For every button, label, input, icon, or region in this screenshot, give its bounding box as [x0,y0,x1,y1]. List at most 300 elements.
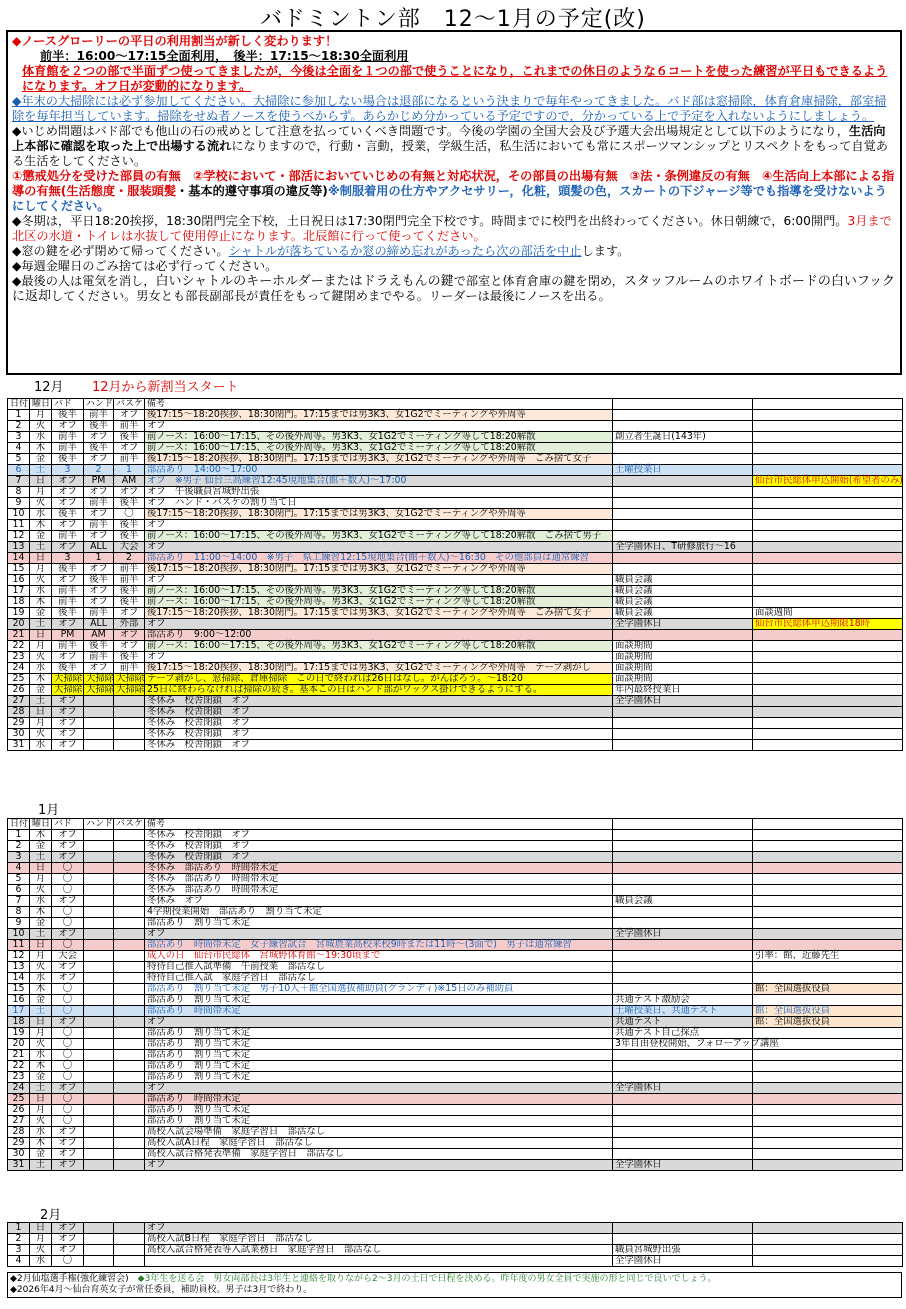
column-header: 曜日 [30,399,52,410]
table-row [8,421,903,432]
table-cell: オフ [52,740,84,751]
table-cell: 21 [8,1050,30,1061]
table-cell: オフ [52,421,84,432]
table-cell: 18 [8,1017,30,1028]
column-header: バスケ [114,819,145,830]
table-cell [114,707,145,718]
table-cell [84,740,114,751]
notice-cleaning: ◆年末の大掃除には必ず参加してください。大掃除に参加しない場合は退部になるという決まりで毎年やってきました。バド部は窓掃除，体育倉庫掃除，部室掃除を毎年担当しています。掃除をせぬ者ノースを使うべからず。あらかじめ分かっている予定ですので，分かっている上で予定を入れないようにしましょう。 [12,94,887,123]
table-row [8,509,903,520]
table-cell: 部活あり 割り当て未定 [145,995,613,1006]
table-row [8,465,903,476]
table-cell: 月 [30,874,52,885]
table-cell: 木 [30,830,52,841]
table-cell: 冬休み 校舎閉鎖 オフ [145,718,613,729]
table-cell: 月 [30,1028,52,1039]
column-header: ハンド [84,819,114,830]
table-cell: 共通テスト [613,1017,753,1028]
table-cell [753,443,903,454]
table-cell: 部活あり 割り当て未定 [145,1050,613,1061]
table-cell: オフ [145,542,613,553]
table-cell [613,707,753,718]
table-cell [613,863,753,874]
table-cell: 23 [8,1072,30,1083]
table-cell: ALL [84,619,114,630]
table-row [8,863,903,874]
table-cell: 大掃除 [84,674,114,685]
table-row [8,1105,903,1116]
table-cell [613,1138,753,1149]
table-cell: 前半 [114,575,145,586]
table-cell: 7 [8,476,30,487]
table-cell [114,1256,145,1267]
table-row [8,454,903,465]
table-row [8,852,903,863]
table-cell: 高校入試合格発表準備 家庭学習日 部活なし [145,1149,613,1160]
table-cell: オフ [52,696,84,707]
table-cell: オフ [84,531,114,542]
table-cell: 土 [30,696,52,707]
table-cell: オフ [52,1234,84,1245]
january-table [7,818,903,1171]
table-cell: オフ [145,929,613,940]
table-cell: 前半 [84,498,114,509]
table-cell: 特待自己推入試準備 午前授業 部活なし [145,962,613,973]
table-cell [114,1116,145,1127]
table-cell: オフ [145,1223,613,1234]
table-cell: オフ [52,962,84,973]
table-cell: 後半 [114,498,145,509]
notice-headline: ◆ノースグローリーの平日の利用割当が新しく変わります！ [12,34,338,48]
footer-line-2: ◆2026年4月～仙台育英女子が常任委員，補助員校。男子は3月で終わり。 [10,1285,313,1295]
table-cell [753,410,903,421]
table-row [8,1028,903,1039]
table-cell [753,575,903,586]
table-cell: 職員宮城野出張 [613,1245,753,1256]
table-cell: 3 [8,1245,30,1256]
table-cell: 面談期間 [613,674,753,685]
table-row [8,1245,903,1256]
table-cell [613,410,753,421]
table-cell: オフ ハンド・バスケの割り当て日 [145,498,613,509]
table-cell: 水 [30,663,52,674]
table-cell [114,973,145,984]
table-row [8,1138,903,1149]
table-row [8,498,903,509]
table-cell: 職員会議 [613,586,753,597]
table-cell: 日 [30,940,52,951]
table-cell: オフ [52,498,84,509]
table-cell: 4 [8,443,30,454]
table-cell: 16 [8,995,30,1006]
notice-schedule: 前半：16:00～17:15全面利用， 後半：17:15～18:30全面利用 [40,49,409,63]
table-row [8,685,903,696]
table-cell: 後半 [84,421,114,432]
feb-label: 2月 [40,1208,62,1223]
table-cell: オフ [52,1160,84,1171]
table-cell [84,951,114,962]
table-cell: 日 [30,1094,52,1105]
table-cell: 職員会議 [613,896,753,907]
table-cell: 金 [30,531,52,542]
table-cell: オフ [52,487,84,498]
table-cell [613,1149,753,1160]
table-cell: 大掃除 [114,674,145,685]
table-cell: オフ [52,729,84,740]
table-cell: テープ剥がし、窓掃除、倉庫掃除 この日で終われば26日はなし。がんばろう。～18:20 [145,674,613,685]
table-cell [753,531,903,542]
table-row [8,907,903,918]
table-cell [753,940,903,951]
table-cell: 27 [8,696,30,707]
table-cell: 後半 [114,432,145,443]
table-cell: 木 [30,597,52,608]
table-row [8,740,903,751]
table-cell [114,951,145,962]
column-header: バド [52,399,84,410]
table-cell: 部活あり 時間帯未定 [145,1094,613,1105]
table-cell: 3 [52,553,84,564]
table-cell: 〇 [52,907,84,918]
table-cell: 後17:15～18:20挨拶、18:30閉門。17:15までは男3K3、女1G2でミーティングや外周等 ごみ捨て女子 [145,608,613,619]
table-cell [753,542,903,553]
notice-keys: ◆最後の人は電気を消し，白いシャトルのキーホルダーまたはドラえもんの鍵で部室と体育倉庫の鍵を閉め，スタッフルームのホワイトボードの白いフックに返却してください。男女とも部長副部長が責任をもって鍵閉めまでやる。リーダーは最後にノースを出る。 [12,274,895,304]
table-cell [613,740,753,751]
table-header-row [8,399,903,410]
table-cell [613,951,753,962]
table-cell: 部活あり 11:00～14:00 ※男子 県工練習12:15現地集合(館＋数人)～16:30 その他部員は通常練習 [145,553,613,564]
table-row [8,951,903,962]
table-cell: オフ [114,641,145,652]
table-cell: 〇 [52,1105,84,1116]
table-cell: 冬休み 校舎閉鎖 オフ [145,852,613,863]
table-cell: AM [84,630,114,641]
table-cell [84,707,114,718]
table-cell [114,896,145,907]
table-cell: 火 [30,652,52,663]
table-cell [753,707,903,718]
table-cell: 面談期間 [613,663,753,674]
table-cell [613,476,753,487]
table-cell [613,973,753,984]
table-cell: 前半 [84,652,114,663]
table-cell: 〇 [114,509,145,520]
table-cell [613,454,753,465]
table-cell: 日 [30,476,52,487]
table-row [8,707,903,718]
notice-garbage: ◆毎週金曜日のごみ捨ては必ず行ってください。 [12,259,278,273]
table-cell [753,852,903,863]
table-cell: 後17:15～18:20挨拶、18:30閉門。17:15までは男3K3、女1G2でミーティングや外周等 [145,410,613,421]
table-cell: 木 [30,1138,52,1149]
table-row [8,619,903,630]
table-cell: 〇 [52,918,84,929]
table-cell: 6 [8,885,30,896]
table-cell: 5 [8,874,30,885]
table-cell: 30 [8,1149,30,1160]
table-cell: 17 [8,1006,30,1017]
table-cell: 〇 [52,1094,84,1105]
table-cell [114,962,145,973]
table-cell: 〇 [52,1006,84,1017]
table-cell [84,696,114,707]
table-cell: 14 [8,973,30,984]
table-cell: 日 [30,630,52,641]
table-cell [613,918,753,929]
table-cell: 土曜授業日、共通テスト [613,1006,753,1017]
table-cell: 24 [8,1083,30,1094]
table-row [8,918,903,929]
table-row [8,630,903,641]
table-row [8,1017,903,1028]
table-row [8,1006,903,1017]
table-cell: 日 [30,553,52,564]
table-cell: 1 [8,1223,30,1234]
column-header: バド [52,819,84,830]
table-row [8,1116,903,1127]
table-cell: 20 [8,1039,30,1050]
table-cell [753,465,903,476]
table-cell [84,718,114,729]
table-cell [84,1105,114,1116]
table-cell [613,841,753,852]
jan-label: 1月 [38,803,60,818]
table-cell [114,1149,145,1160]
table-cell [613,984,753,995]
table-row [8,520,903,531]
table-cell: 全学園休日 [613,929,753,940]
table-cell [753,1256,903,1267]
table-row [8,641,903,652]
table-cell: オフ [52,718,84,729]
table-cell: 金 [30,685,52,696]
table-cell [114,1138,145,1149]
table-cell [753,896,903,907]
table-cell [84,962,114,973]
table-cell: AM [114,476,145,487]
table-cell: 前半 [52,597,84,608]
table-cell [84,729,114,740]
table-cell: 全学園休日 [613,696,753,707]
table-cell [613,509,753,520]
table-cell [753,509,903,520]
table-cell: オフ [114,410,145,421]
table-cell [114,740,145,751]
table-cell [114,1083,145,1094]
table-cell [753,1234,903,1245]
table-cell: オフ [52,619,84,630]
table-cell [753,740,903,751]
table-cell [613,830,753,841]
table-cell: 部活あり 割り当て未定 [145,1061,613,1072]
table-cell: 〇 [52,885,84,896]
table-cell: 21 [8,630,30,641]
table-cell [114,1160,145,1171]
table-cell [84,1245,114,1256]
table-cell: 9 [8,918,30,929]
table-cell: 10 [8,929,30,940]
table-cell: 大掃除 [84,685,114,696]
table-row [8,443,903,454]
table-row [8,841,903,852]
table-cell: PM [52,630,84,641]
table-cell: 2 [8,1234,30,1245]
table-cell [753,1138,903,1149]
table-cell: 前半 [52,443,84,454]
table-cell [613,1116,753,1127]
table-cell: オフ [52,575,84,586]
table-cell: 6 [8,465,30,476]
table-cell: 〇 [52,1072,84,1083]
table-cell: 金 [30,608,52,619]
table-cell: オフ [145,520,613,531]
table-cell: 〇 [52,1050,84,1061]
table-cell: 後半 [52,509,84,520]
table-row [8,432,903,443]
table-cell: 面談週間 [753,608,903,619]
table-cell [753,696,903,707]
table-cell: 前ノース：16:00～17:15、その後外周等。男3K3、女1G2でミーティング等して18:20解散 [145,432,613,443]
table-cell: オフ [52,896,84,907]
table-cell: 7 [8,896,30,907]
table-cell [114,1094,145,1105]
table-cell: 日 [30,1017,52,1028]
table-cell: 水 [30,586,52,597]
table-cell: 部活あり 時間帯未定 [145,1006,613,1017]
table-cell [753,597,903,608]
table-cell: 26 [8,685,30,696]
table-cell [753,652,903,663]
table-cell: オフ [84,454,114,465]
table-cell [753,973,903,984]
table-cell [84,984,114,995]
table-cell [753,1149,903,1160]
table-cell: 9 [8,498,30,509]
table-cell [613,1234,753,1245]
table-cell: 高校入試合格発表等入試業務日 家庭学習日 部活なし [145,1245,613,1256]
notice-criteria: ①懲戒処分を受けた部員の有無 ②学校において・部活においていじめの有無と対応状況，その部員の出場有無 ③法・条例違反の有無 ④生活向上本部による指導の有無(生活態度・服装頭髪・基本的遵守事項の違反等)※制服着用の仕方やアクセサリー，化粧，頭髪の色，スカートの下ジャージ等でも指導を受けないようにしてください。 [12,169,895,213]
table-row [8,1160,903,1171]
table-cell: オフ [52,1017,84,1028]
table-cell: オフ [52,1223,84,1234]
table-cell: 部活あり 割り当て未定 [145,1028,613,1039]
table-cell [753,718,903,729]
table-row [8,896,903,907]
table-cell: オフ [84,509,114,520]
table-cell: 4学期授業開始 部活あり 割り当て未定 [145,907,613,918]
table-row [8,1234,903,1245]
table-row [8,1072,903,1083]
table-row [8,929,903,940]
table-cell: PM [84,476,114,487]
table-cell: オフ [52,707,84,718]
table-row [8,531,903,542]
table-cell: 部活あり 割り当て未定 [145,1039,613,1050]
table-cell: 面談期間 [613,641,753,652]
table-cell [84,1072,114,1083]
table-cell [114,1039,145,1050]
table-cell: 火 [30,1116,52,1127]
table-cell: 19 [8,1028,30,1039]
table-row [8,1083,903,1094]
column-header [613,399,753,410]
table-cell [753,553,903,564]
table-cell: 高校入試会場準備 家庭学習日 部活なし [145,1127,613,1138]
table-cell [613,962,753,973]
table-cell: 木 [30,443,52,454]
table-cell: 後半 [114,531,145,542]
table-cell: 大会 [52,951,84,962]
table-cell: 14 [8,553,30,564]
table-cell [84,874,114,885]
table-row [8,410,903,421]
table-cell: オフ [84,663,114,674]
table-cell [753,454,903,465]
table-cell [613,1094,753,1105]
table-cell: 仙台市民総体申込期限18時 [753,619,903,630]
table-cell: 23 [8,652,30,663]
notice-window: ◆窓の鍵を必ず閉めて帰ってください。シャトルが落ちているか窓の締め忘れがあったら次の部活を中止します。 [12,244,630,258]
table-cell: 日 [30,863,52,874]
table-cell [84,929,114,940]
table-cell: 31 [8,1160,30,1171]
table-cell [114,1234,145,1245]
table-cell: 火 [30,1245,52,1256]
table-row [8,973,903,984]
table-cell: 水 [30,740,52,751]
table-cell: 10 [8,509,30,520]
table-cell: 冬休み 校舎閉鎖 オフ [145,841,613,852]
table-cell: 金 [30,918,52,929]
table-cell [84,830,114,841]
table-cell: オフ [145,421,613,432]
table-cell: 木 [30,674,52,685]
table-cell: オフ [114,443,145,454]
table-row [8,652,903,663]
table-cell: 後半 [52,410,84,421]
table-cell: 日 [30,1223,52,1234]
table-cell [114,1017,145,1028]
table-cell: 〇 [52,995,84,1006]
table-cell [753,1050,903,1061]
table-cell: 3 [8,432,30,443]
table-cell [84,1223,114,1234]
table-cell [753,962,903,973]
table-row [8,586,903,597]
table-cell: 冬休み 校舎閉鎖 オフ [145,830,613,841]
table-cell: 冬休み 校舎閉鎖 オフ [145,696,613,707]
table-cell: 冬休み 部活あり 時間帯未定 [145,874,613,885]
table-cell [84,995,114,1006]
table-cell [114,940,145,951]
table-cell [114,1028,145,1039]
table-cell [84,841,114,852]
table-cell: 18 [8,597,30,608]
table-cell [114,830,145,841]
table-cell: 月 [30,641,52,652]
table-cell: 木 [30,520,52,531]
table-cell: ALL [84,542,114,553]
table-cell [84,1061,114,1072]
table-cell: 面談期間 [613,652,753,663]
table-cell: オフ [114,487,145,498]
notice-court-change: 体育館を２つの部で半面ずつ使ってきましたが，今後は全面を１つの部で使うことになり，これまでの休日のような６コートを使った練習が平日もできるようになります。オフ日が変動的になります。 [22,64,888,93]
table-cell [114,1223,145,1234]
table-row [8,1223,903,1234]
table-cell [613,1127,753,1138]
table-cell [753,1061,903,1072]
table-cell [613,907,753,918]
